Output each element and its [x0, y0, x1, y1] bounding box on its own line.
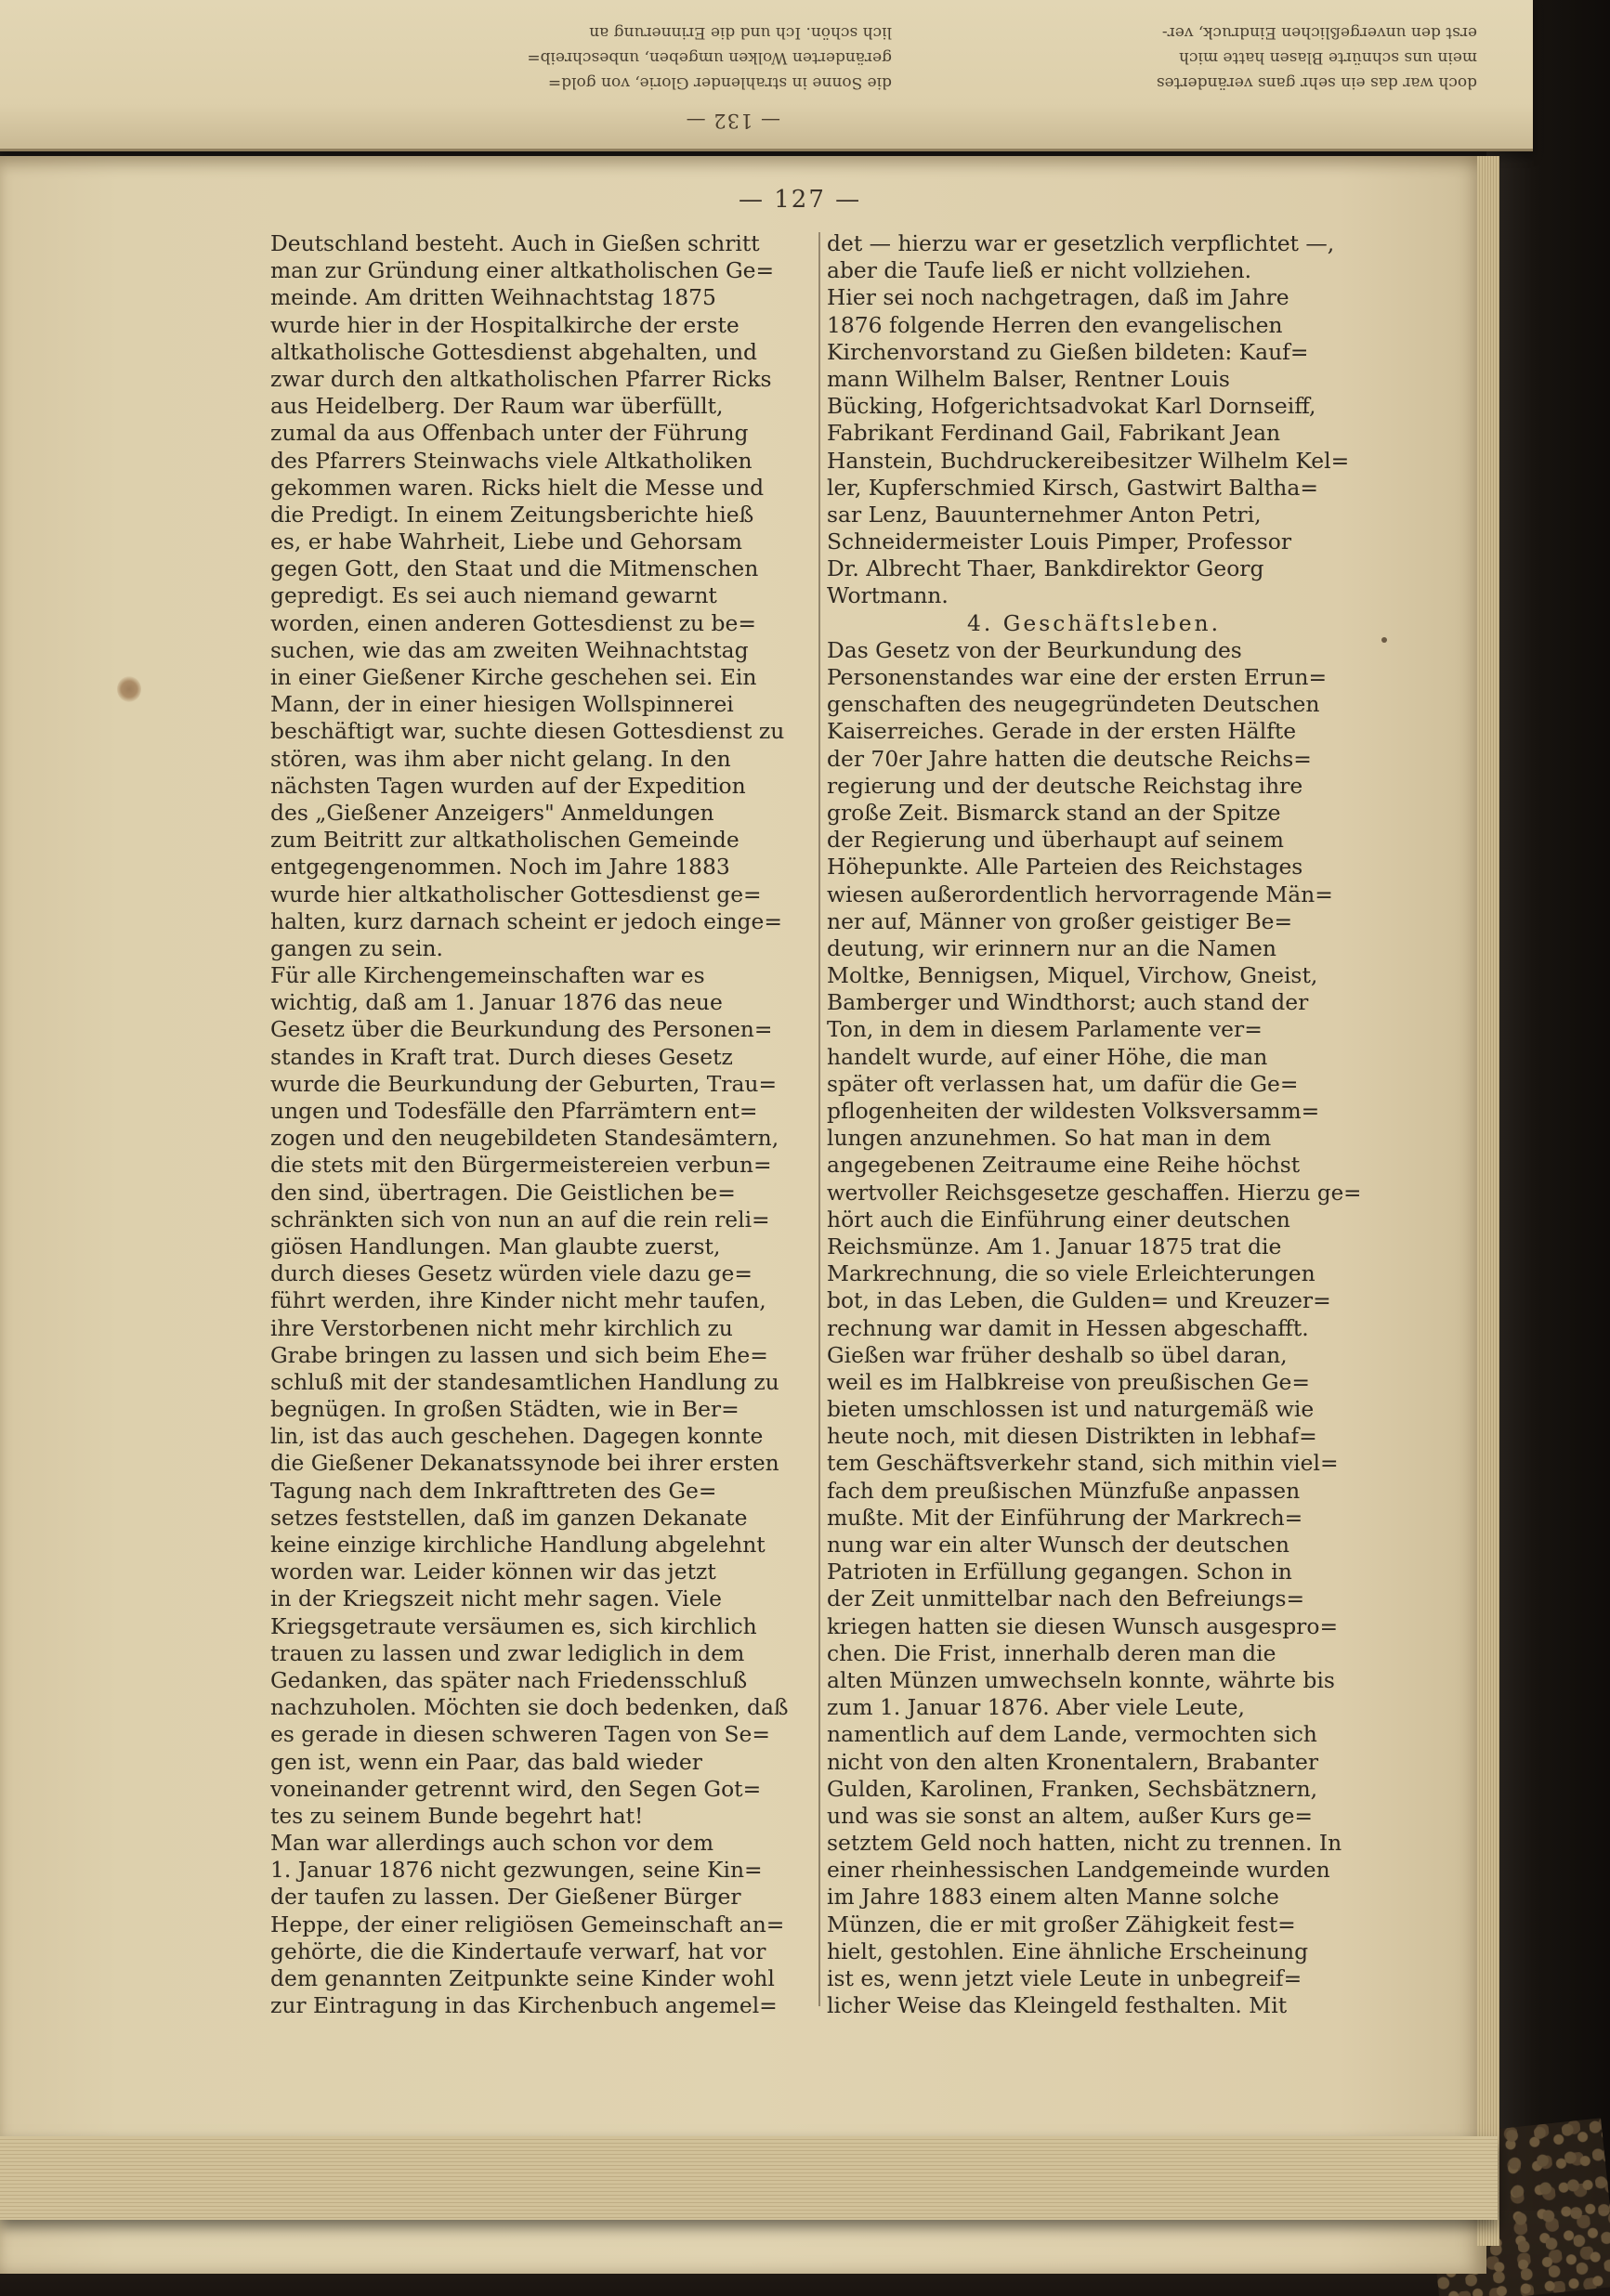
text-line: regierung und der deutsche Reichstag ihre — [827, 772, 1303, 799]
text-line: ungen und Todesfälle den Pfarrämtern ent= — [270, 1098, 758, 1124]
text-line: der Regierung und überhaupt auf seinem — [827, 827, 1284, 854]
text-line: große Zeit. Bismarck stand an der Spitze — [827, 799, 1281, 826]
text-line: die Predigt. In einem Zeitungsberichte hieß — [270, 501, 754, 528]
text-line: und was sie sonst an altem, außer Kurs ge= — [827, 1802, 1314, 1829]
dark-background — [1486, 0, 1610, 2296]
text-line: schluß mit der standesamtlichen Handlung zu — [270, 1368, 779, 1395]
text-line: wichtig, daß am 1. Januar 1876 das neue — [270, 989, 723, 1016]
text-line: gehörte, die die Kindertaufe verwarf, hat vor — [270, 1937, 766, 1964]
text-line: dem genannten Zeitpunkte seine Kinder wohl — [270, 1965, 775, 1991]
text-line: Kirchenvorstand zu Gießen bildeten: Kauf= — [827, 338, 1309, 365]
text-line: Bücking, Hofgerichtsadvokat Karl Dornseiff, — [827, 393, 1316, 420]
right-text-column — [827, 230, 1361, 2019]
text-line: lungen anzunehmen. So hat man in dem — [827, 1125, 1272, 1152]
text-line: Tagung nach dem Inkrafttreten des Ge= — [270, 1477, 717, 1504]
text-line: setzes feststellen, daß im ganzen Dekanate — [270, 1504, 748, 1531]
text-line: der 70er Jahre hatten die deutsche Reichs= — [827, 745, 1312, 772]
text-line: einer rheinhessischen Landgemeinde wurden — [827, 1857, 1330, 1884]
text-line: meinde. Am dritten Weihnachtstag 1875 — [270, 284, 716, 311]
text-line: giösen Handlungen. Man glaubte zuerst, — [270, 1233, 721, 1259]
text-line: durch dieses Gesetz würden viele dazu ge= — [270, 1260, 753, 1287]
text-line: standes in Kraft trat. Durch dieses Gesetz — [270, 1043, 733, 1070]
text-line: führt werden, ihre Kinder nicht mehr taufen, — [270, 1287, 766, 1314]
text-line: bot, in das Leben, die Gulden= und Kreuzer= — [827, 1287, 1331, 1314]
text-line: später oft verlassen hat, um dafür die Ge= — [827, 1070, 1299, 1097]
text-line: zum 1. Januar 1876. Aber viele Leute, — [827, 1694, 1245, 1721]
text-line: Hanstein, Buchdruckereibesitzer Wilhelm Kel= — [827, 447, 1350, 474]
text-line: tem Geschäftsverkehr stand, sich mithin viel= — [827, 1450, 1339, 1477]
text-line: deutung, wir erinnern nur an die Namen — [827, 934, 1276, 961]
text-line: Für alle Kirchengemeinschaften war es — [270, 962, 705, 989]
text-line: zumal da aus Offenbach unter der Führung — [270, 420, 749, 447]
text-line: Gießen war früher deshalb so übel daran, — [827, 1341, 1288, 1368]
text-line: der taufen zu lassen. Der Gießener Bürger — [270, 1884, 741, 1911]
page-number: — 127 — — [739, 186, 862, 214]
text-line: Dr. Albrecht Thaer, Bankdirektor Georg — [827, 555, 1264, 582]
text-line: in der Kriegszeit nicht mehr sagen. Viele — [270, 1585, 722, 1612]
text-line: gepredigt. Es sei auch niemand gewarnt — [270, 582, 717, 609]
previous-page-line: erst den unvergeßlichen Eindruck, ver- — [1161, 23, 1477, 42]
text-line: gekommen waren. Ricks hielt die Messe und — [270, 474, 765, 501]
page-bottom-edge — [0, 2136, 1498, 2220]
text-line: angegebenen Zeitraume eine Reihe höchst — [827, 1152, 1301, 1179]
text-line: ihre Verstorbenen nicht mehr kirchlich zu — [270, 1314, 733, 1341]
text-line: Gesetz über die Beurkundung des Personen= — [270, 1016, 773, 1043]
text-line: Personenstandes war eine der ersten Errun= — [827, 664, 1328, 690]
previous-page-line: mein uns schnürte Blasen hatte mich — [1179, 48, 1477, 67]
text-line: wurde hier in der Hospitalkirche der erste — [270, 311, 740, 338]
text-line: wertvoller Reichsgesetze geschaffen. Hierzu ge= — [827, 1179, 1362, 1206]
text-line: lin, ist das auch geschehen. Dagegen konnte — [270, 1423, 764, 1450]
text-line: Grabe bringen zu lassen und sich beim Ehe= — [270, 1341, 768, 1368]
text-line: suchen, wie das am zweiten Weihnachtstag — [270, 636, 749, 663]
text-line: zogen und den neugebildeten Standesämtern, — [270, 1125, 779, 1152]
text-line: 1876 folgende Herren den evangelischen — [827, 311, 1283, 338]
previous-page-left-column — [527, 20, 892, 95]
previous-page-line: geränderten Wolken umgeben, unbeschreib= — [527, 48, 892, 67]
text-line: Man war allerdings auch schon vor dem — [270, 1830, 714, 1857]
text-line: Ton, in dem in diesem Parlamente ver= — [827, 1016, 1263, 1043]
text-line: die stets mit den Bürgermeistereien verbun= — [270, 1152, 772, 1179]
paper-speck — [1381, 637, 1387, 643]
text-line: wiesen außerordentlich hervorragende Män= — [827, 881, 1333, 907]
text-line: pflogenheiten der wildesten Volksversamm= — [827, 1098, 1320, 1124]
text-line: es gerade in diesen schweren Tagen von Se= — [270, 1721, 770, 1748]
text-line: bieten umschlossen ist und naturgemäß wie — [827, 1396, 1315, 1423]
text-line: schränkten sich von nun an auf die rein reli= — [270, 1206, 770, 1233]
text-line: Gulden, Karolinen, Franken, Sechsbätznern, — [827, 1775, 1318, 1802]
page-fore-edge — [1477, 156, 1499, 2246]
text-line: beschäftigt war, suchte diesen Gottesdienst zu — [270, 718, 785, 745]
text-line: des „Gießener Anzeigers" Anmeldungen — [270, 799, 714, 826]
text-line: Kriegsgetraute versäumen es, sich kirchlich — [270, 1612, 757, 1639]
text-line: worden, einen anderen Gottesdienst zu be= — [270, 609, 756, 636]
text-line: Kaiserreiches. Gerade in der ersten Hälfte — [827, 718, 1297, 745]
text-line: ist es, wenn jetzt viele Leute in unbegreif= — [827, 1965, 1302, 1991]
text-line: hielt, gestohlen. Eine ähnliche Erscheinung — [827, 1937, 1309, 1964]
text-line: trauen zu lassen und zwar lediglich in dem — [270, 1639, 745, 1666]
text-line: weil es im Halbkreise von preußischen Ge= — [827, 1368, 1310, 1395]
text-line: die Gießener Dekanatssynode bei ihrer ersten — [270, 1450, 779, 1477]
text-line: wurde hier altkatholischer Gottesdienst ge= — [270, 881, 762, 907]
text-line: sar Lenz, Bauunternehmer Anton Petri, — [827, 501, 1262, 528]
text-line: gegen Gott, den Staat und die Mitmenschen — [270, 555, 759, 582]
text-line: genschaften des neugegründeten Deutschen — [827, 691, 1320, 718]
previous-page-line: lich schön. Ich und die Erinnerung an — [589, 23, 892, 42]
text-line: tes zu seinem Bunde begehrt hat! — [270, 1802, 644, 1829]
text-line: handelt wurde, auf einer Höhe, die man — [827, 1043, 1268, 1070]
text-line: mann Wilhelm Balser, Rentner Louis — [827, 365, 1230, 392]
text-line: Patrioten in Erfüllung gegangen. Schon in — [827, 1559, 1292, 1585]
text-line: gen ist, wenn ein Paar, das bald wieder — [270, 1748, 702, 1775]
text-line: ler, Kupferschmied Kirsch, Gastwirt Baltha= — [827, 474, 1318, 501]
text-line: Bamberger und Windthorst; auch stand der — [827, 989, 1309, 1016]
text-line: Fabrikant Ferdinand Gail, Fabrikant Jean — [827, 420, 1281, 447]
text-line: altkatholische Gottesdienst abgehalten, und — [270, 338, 758, 365]
text-line: aber die Taufe ließ er nicht vollziehen. — [827, 257, 1252, 284]
text-line: den sind, übertragen. Die Geistlichen be= — [270, 1179, 736, 1206]
text-line: kriegen hatten sie diesen Wunsch ausgespro= — [827, 1612, 1339, 1639]
text-line: Das Gesetz von der Beurkundung des — [827, 636, 1242, 663]
text-line: entgegengenommen. Noch im Jahre 1883 — [270, 854, 730, 881]
text-line: heute noch, mit diesen Distrikten in lebhaf= — [827, 1423, 1317, 1450]
text-line: hört auch die Einführung einer deutschen — [827, 1206, 1290, 1233]
text-line: in einer Gießener Kirche geschehen sei. Ein — [270, 664, 757, 690]
text-line: nächsten Tagen wurden auf der Expedition — [270, 772, 746, 799]
text-line: Höhepunkte. Alle Parteien des Reichstages — [827, 854, 1303, 881]
text-line: fach dem preußischen Münzfuße anpassen — [827, 1477, 1301, 1504]
text-line: Gedanken, das später nach Friedensschluß — [270, 1666, 748, 1693]
previous-page-right-column — [1157, 20, 1477, 95]
text-line: nachzuholen. Möchten sie doch bedenken, daß — [270, 1694, 789, 1721]
text-line: des Pfarrers Steinwachs viele Altkatholiken — [270, 447, 753, 474]
text-line: Wortmann. — [827, 582, 949, 609]
text-line: chen. Die Frist, innerhalb deren man die — [827, 1639, 1276, 1666]
text-line: Markrechnung, die so viele Erleichterungen — [827, 1260, 1315, 1287]
text-line: mußte. Mit der Einführung der Markrech= — [827, 1504, 1303, 1531]
text-line: zur Eintragung in das Kirchenbuch angemel= — [270, 1992, 778, 2019]
text-line: man zur Gründung einer altkatholischen Ge= — [270, 257, 775, 284]
text-line: namentlich auf dem Lande, vermochten sich — [827, 1721, 1317, 1748]
text-line: halten, kurz darnach scheint er jedoch einge= — [270, 907, 782, 934]
text-line: Deutschland besteht. Auch in Gießen schritt — [270, 230, 760, 256]
text-line: keine einzige kirchliche Handlung abgelehnt — [270, 1532, 766, 1558]
text-line: stören, was ihm aber nicht gelang. In den — [270, 745, 731, 772]
text-line: Moltke, Bennigsen, Miquel, Virchow, Gneist, — [827, 962, 1318, 989]
paper-stain — [117, 676, 141, 702]
previous-page-line: doch war das ein sehr gans verändertes — [1156, 73, 1477, 92]
text-line: Heppe, der einer religiösen Gemeinschaft an= — [270, 1911, 785, 1937]
text-line: gangen zu sein. — [270, 934, 443, 961]
text-line: Münzen, die er mit großer Zähigkeit fest= — [827, 1911, 1296, 1937]
text-line: voneinander getrennt wird, den Segen Got= — [270, 1775, 762, 1802]
text-line: zwar durch den altkatholischen Pfarrer Ricks — [270, 365, 772, 392]
text-line: 4. Geschäftsleben. — [966, 609, 1222, 636]
text-line: Mann, der in einer hiesigen Wollspinnerei — [270, 691, 734, 718]
previous-page-leaf — [0, 0, 1533, 151]
text-line: im Jahre 1883 einem alten Manne solche — [827, 1884, 1279, 1911]
left-text-column — [270, 230, 805, 2019]
text-line: Hier sei noch nachgetragen, daß im Jahre — [827, 284, 1289, 311]
text-line: begnügen. In großen Städten, wie in Ber= — [270, 1396, 740, 1423]
text-line: nicht von den alten Kronentalern, Brabanter — [827, 1748, 1319, 1775]
text-line: nung war ein alter Wunsch der deutschen — [827, 1532, 1289, 1558]
text-line: zum Beitritt zur altkatholischen Gemeinde — [270, 827, 740, 854]
previous-page-line: die Sonne in strahlender Glorie, von gold= — [547, 73, 892, 92]
text-line: rechnung war damit in Hessen abgeschafft. — [827, 1314, 1309, 1341]
text-line: Reichsmünze. Am 1. Januar 1875 trat die — [827, 1233, 1282, 1259]
previous-page-number: — 132 — — [685, 110, 780, 132]
text-line: es, er habe Wahrheit, Liebe und Gehorsam — [270, 528, 742, 555]
text-line: der Zeit unmittelbar nach den Befreiungs= — [827, 1585, 1305, 1612]
text-line: wurde die Beurkundung der Geburten, Trau= — [270, 1070, 778, 1097]
text-line: 1. Januar 1876 nicht gezwungen, seine Kin= — [270, 1857, 763, 1884]
text-line: licher Weise das Kleingeld festhalten. Mit — [827, 1992, 1288, 2019]
text-line: ner auf, Männer von großer geistiger Be= — [827, 907, 1293, 934]
column-divider — [818, 232, 820, 2006]
previous-page-rotated — [0, 0, 1533, 149]
text-line: worden war. Leider können wir das jetzt — [270, 1559, 716, 1585]
text-line: aus Heidelberg. Der Raum war überfüllt, — [270, 393, 724, 420]
text-line: setztem Geld noch hatten, nicht zu trennen. In — [827, 1830, 1342, 1857]
text-line: det — hierzu war er gesetzlich verpflichtet —, — [827, 230, 1335, 256]
text-line: Schneidermeister Louis Pimper, Professor — [827, 528, 1292, 555]
text-line: alten Münzen umwechseln konnte, währte bis — [827, 1666, 1335, 1693]
